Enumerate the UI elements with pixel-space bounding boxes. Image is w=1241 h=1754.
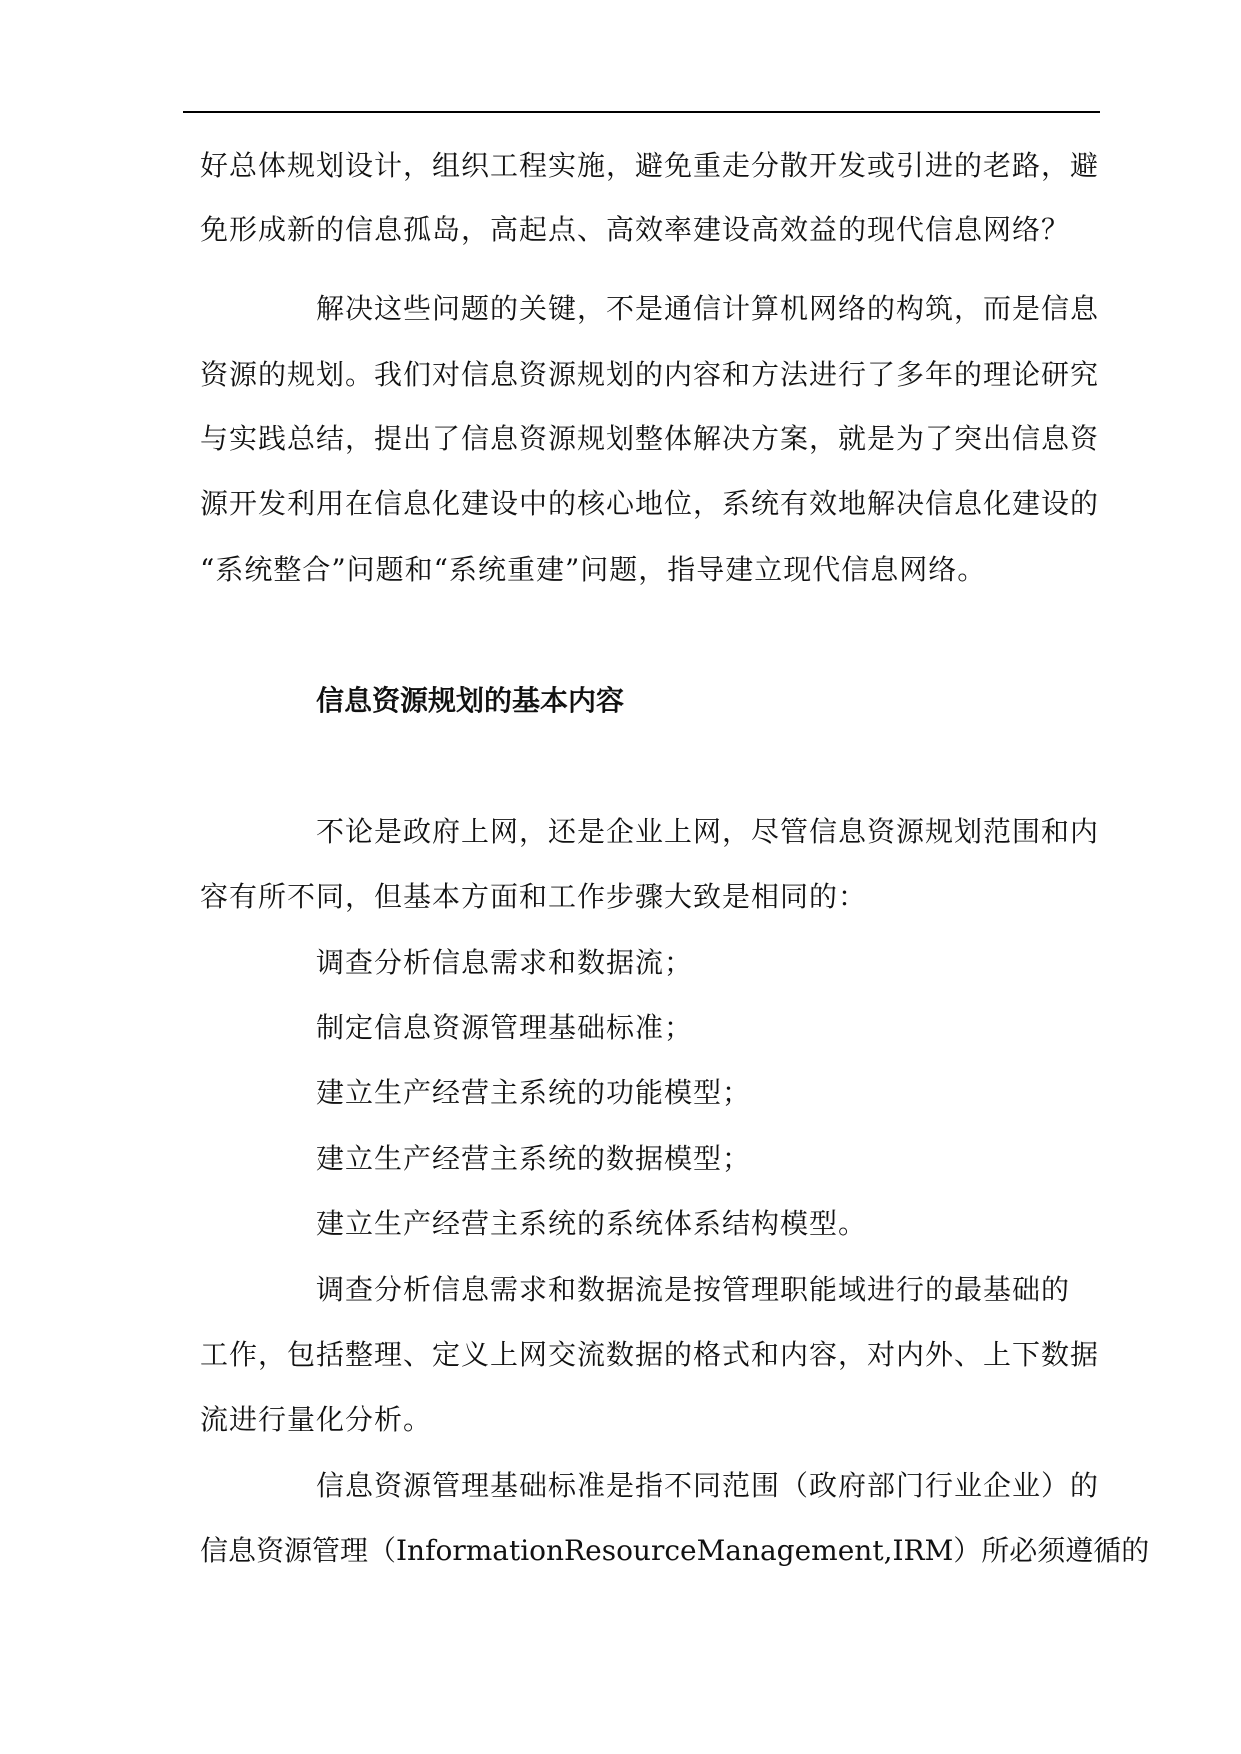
- section-heading: 信息资源规划的基本内容: [316, 684, 625, 717]
- header-rule: [183, 111, 1100, 113]
- paragraph-line: 免形成新的信息孤岛，高起点、高效率建设高效益的现代信息网络？: [200, 213, 1071, 246]
- paragraph-line: 流进行量化分析。: [200, 1403, 433, 1436]
- list-item: 建立生产经营主系统的系统体系结构模型。: [316, 1207, 868, 1240]
- paragraph-line: 源开发利用在信息化建设中的核心地位，系统有效地解决信息化建设的: [200, 487, 1100, 520]
- paragraph-line: 解决这些问题的关键，不是通信计算机网络的构筑，而是信息: [316, 292, 1100, 325]
- list-item: 建立生产经营主系统的数据模型；: [316, 1142, 752, 1175]
- paragraph-line: 信息资源管理基础标准是指不同范围（政府部门行业企业）的: [316, 1469, 1100, 1502]
- paragraph-line: 信息资源管理（InformationResourceManagement,IRM）所必须遵循的: [200, 1534, 1150, 1567]
- list-item: 制定信息资源管理基础标准；: [316, 1011, 694, 1044]
- paragraph-line: 资源的规划。我们对信息资源规划的内容和方法进行了多年的理论研究: [200, 358, 1100, 391]
- paragraph-line: 容有所不同，但基本方面和工作步骤大致是相同的：: [200, 880, 868, 913]
- paragraph-line: “系统整合”问题和“系统重建”问题，指导建立现代信息网络。: [200, 553, 987, 586]
- paragraph-line: 不论是政府上网，还是企业上网，尽管信息资源规划范围和内: [316, 815, 1100, 848]
- list-item: 调查分析信息需求和数据流；: [316, 946, 694, 979]
- paragraph-line: 与实践总结，提出了信息资源规划整体解决方案，就是为了突出信息资: [200, 422, 1100, 455]
- paragraph-line: 调查分析信息需求和数据流是按管理职能域进行的最基础的: [316, 1273, 1071, 1306]
- paragraph-line: 工作，包括整理、定义上网交流数据的格式和内容，对内外、上下数据: [200, 1338, 1100, 1371]
- list-item: 建立生产经营主系统的功能模型；: [316, 1076, 752, 1109]
- paragraph-line: 好总体规划设计，组织工程实施，避免重走分散开发或引进的老路，避: [200, 149, 1100, 182]
